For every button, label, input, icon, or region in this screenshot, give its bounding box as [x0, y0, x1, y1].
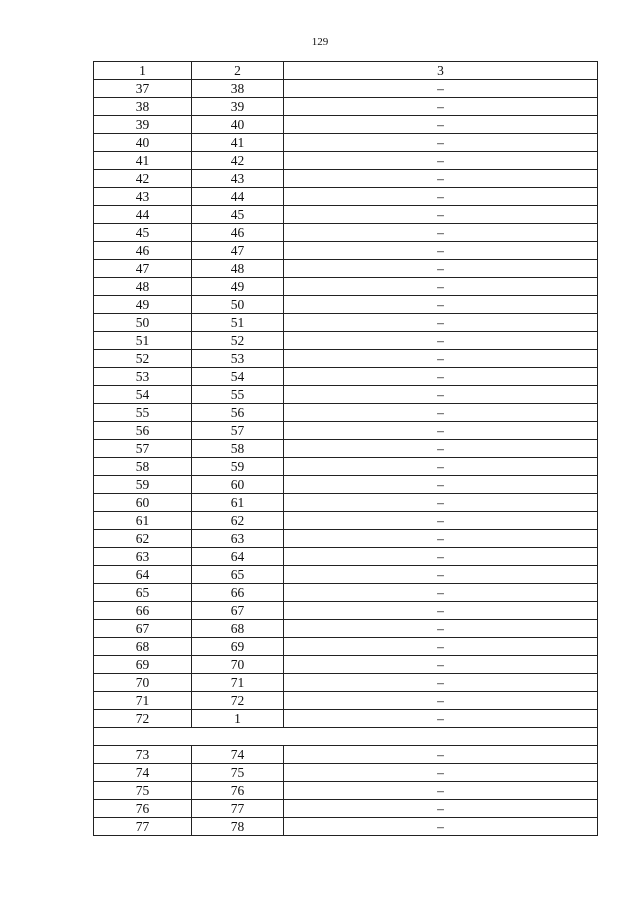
table-cell: 52	[94, 350, 192, 368]
table-cell: –	[284, 800, 598, 818]
table-cell: –	[284, 476, 598, 494]
table-cell: 37	[94, 80, 192, 98]
table-cell: 71	[94, 692, 192, 710]
table-row	[94, 242, 598, 260]
table-cell: –	[284, 566, 598, 584]
column-header: 1	[94, 62, 192, 80]
table-cell: 57	[192, 422, 284, 440]
table-row	[94, 440, 598, 458]
table-cell: 66	[94, 602, 192, 620]
table-cell: –	[284, 242, 598, 260]
table-cell: 48	[94, 278, 192, 296]
table-cell: 77	[192, 800, 284, 818]
table-row	[94, 134, 598, 152]
table-cell: 52	[192, 332, 284, 350]
table-cell: 58	[192, 440, 284, 458]
table-cell: 65	[94, 584, 192, 602]
table-cell: –	[284, 548, 598, 566]
table-cell: 59	[192, 458, 284, 476]
table-cell: 61	[192, 494, 284, 512]
table-cell: 51	[192, 314, 284, 332]
table-cell: –	[284, 638, 598, 656]
table-cell: –	[284, 764, 598, 782]
table-row	[94, 548, 598, 566]
table-cell: 58	[94, 458, 192, 476]
table-cell: 56	[94, 422, 192, 440]
table-cell: –	[284, 386, 598, 404]
table-row	[94, 530, 598, 548]
table-cell: –	[284, 782, 598, 800]
table-cell: 70	[94, 674, 192, 692]
table-cell: 39	[94, 116, 192, 134]
table-cell: 67	[94, 620, 192, 638]
table-row	[94, 674, 598, 692]
table-cell: –	[284, 80, 598, 98]
page-number: 129	[311, 36, 329, 48]
table-cell: 68	[192, 620, 284, 638]
table-cell: 45	[192, 206, 284, 224]
table-cell: 38	[192, 80, 284, 98]
table-cell: –	[284, 818, 598, 836]
table-cell: 53	[192, 350, 284, 368]
table-cell: 40	[94, 134, 192, 152]
table-cell: 71	[192, 674, 284, 692]
table-row	[94, 656, 598, 674]
table-cell: 74	[192, 746, 284, 764]
table-cell: –	[284, 206, 598, 224]
table-row	[94, 404, 598, 422]
table-cell: 70	[192, 656, 284, 674]
table-row	[94, 368, 598, 386]
table-row	[94, 512, 598, 530]
table-cell: 68	[94, 638, 192, 656]
table-cell: 65	[192, 566, 284, 584]
table-row	[94, 494, 598, 512]
table-cell: –	[284, 710, 598, 728]
table-row	[94, 638, 598, 656]
table-cell: 69	[192, 638, 284, 656]
table-row	[94, 332, 598, 350]
data-table	[93, 61, 598, 836]
table-cell: –	[284, 170, 598, 188]
table-row	[94, 152, 598, 170]
table-cell: 57	[94, 440, 192, 458]
table-cell: –	[284, 692, 598, 710]
table-cell: 61	[94, 512, 192, 530]
table-row	[94, 278, 598, 296]
table-cell: 46	[192, 224, 284, 242]
table-cell: –	[284, 152, 598, 170]
table-cell: –	[284, 404, 598, 422]
table-cell: 74	[94, 764, 192, 782]
table-cell: 72	[192, 692, 284, 710]
table-cell: 44	[94, 206, 192, 224]
table-cell: 77	[94, 818, 192, 836]
table-cell: 56	[192, 404, 284, 422]
table-cell: –	[284, 134, 598, 152]
column-header: 3	[284, 62, 598, 80]
table-cell: 62	[94, 530, 192, 548]
table-cell: 45	[94, 224, 192, 242]
table-cell: 42	[192, 152, 284, 170]
table-cell: –	[284, 530, 598, 548]
table-cell: 54	[94, 386, 192, 404]
table-cell: –	[284, 296, 598, 314]
table-cell: 41	[94, 152, 192, 170]
table-row	[94, 710, 598, 728]
table-cell: 64	[94, 566, 192, 584]
table-cell: 60	[94, 494, 192, 512]
table-row	[94, 692, 598, 710]
table-cell: 40	[192, 116, 284, 134]
table-cell: –	[284, 674, 598, 692]
table-header-row	[94, 62, 598, 80]
table-row	[94, 476, 598, 494]
table-row	[94, 350, 598, 368]
table-row	[94, 260, 598, 278]
table-cell: 55	[192, 386, 284, 404]
table-cell: 51	[94, 332, 192, 350]
table-row	[94, 458, 598, 476]
table-row	[94, 80, 598, 98]
table-cell: 43	[94, 188, 192, 206]
table-cell: –	[284, 314, 598, 332]
table-cell: –	[284, 656, 598, 674]
table-cell: 63	[192, 530, 284, 548]
table-cell: –	[284, 458, 598, 476]
table-row	[94, 566, 598, 584]
table-cell: –	[284, 224, 598, 242]
column-header: 2	[192, 62, 284, 80]
table-cell: 76	[192, 782, 284, 800]
table-cell: –	[284, 512, 598, 530]
table-row	[94, 224, 598, 242]
table-cell: –	[284, 368, 598, 386]
table-row	[94, 386, 598, 404]
table-cell: 41	[192, 134, 284, 152]
table-cell: 78	[192, 818, 284, 836]
table-cell: 60	[192, 476, 284, 494]
table-cell: 44	[192, 188, 284, 206]
table-row	[94, 782, 598, 800]
table-row	[94, 98, 598, 116]
table-cell: 59	[94, 476, 192, 494]
table-row	[94, 620, 598, 638]
table-row	[94, 764, 598, 782]
table-body	[94, 62, 598, 836]
table-cell: 76	[94, 800, 192, 818]
table-cell: 42	[94, 170, 192, 188]
table-row	[94, 206, 598, 224]
table-cell: –	[284, 332, 598, 350]
table-cell: 53	[94, 368, 192, 386]
table-cell: –	[284, 278, 598, 296]
table-cell: 64	[192, 548, 284, 566]
table-cell: 46	[94, 242, 192, 260]
table-cell: 47	[94, 260, 192, 278]
table-cell: –	[284, 440, 598, 458]
table-cell: 75	[192, 764, 284, 782]
table-cell: 50	[192, 296, 284, 314]
table-cell: –	[284, 188, 598, 206]
table-cell: 47	[192, 242, 284, 260]
table-row	[94, 170, 598, 188]
table-row	[94, 800, 598, 818]
table-cell: 43	[192, 170, 284, 188]
table-cell: 38	[94, 98, 192, 116]
table-cell: 69	[94, 656, 192, 674]
table-cell: –	[284, 746, 598, 764]
table-cell: 55	[94, 404, 192, 422]
table-spacer-cell	[94, 728, 598, 746]
table-cell: 54	[192, 368, 284, 386]
table-row	[94, 746, 598, 764]
table-cell: –	[284, 584, 598, 602]
table-cell: –	[284, 494, 598, 512]
table-row	[94, 314, 598, 332]
table-row	[94, 296, 598, 314]
table-cell: 67	[192, 602, 284, 620]
table-cell: 48	[192, 260, 284, 278]
table-cell: 49	[192, 278, 284, 296]
table-cell: 49	[94, 296, 192, 314]
table-cell: 66	[192, 584, 284, 602]
table-cell: –	[284, 116, 598, 134]
table-row	[94, 818, 598, 836]
table-cell: –	[284, 260, 598, 278]
table-row	[94, 188, 598, 206]
table-row	[94, 116, 598, 134]
table-cell: 72	[94, 710, 192, 728]
table-cell: 39	[192, 98, 284, 116]
table-row	[94, 584, 598, 602]
table-cell: 75	[94, 782, 192, 800]
table-cell: 62	[192, 512, 284, 530]
table-row	[94, 422, 598, 440]
table-cell: 63	[94, 548, 192, 566]
table-cell: –	[284, 350, 598, 368]
table-cell: –	[284, 422, 598, 440]
table-spacer-row	[94, 728, 598, 746]
table-row	[94, 602, 598, 620]
table-cell: 1	[192, 710, 284, 728]
table-cell: –	[284, 98, 598, 116]
table-cell: 50	[94, 314, 192, 332]
table-cell: –	[284, 602, 598, 620]
table-cell: –	[284, 620, 598, 638]
table-cell: 73	[94, 746, 192, 764]
